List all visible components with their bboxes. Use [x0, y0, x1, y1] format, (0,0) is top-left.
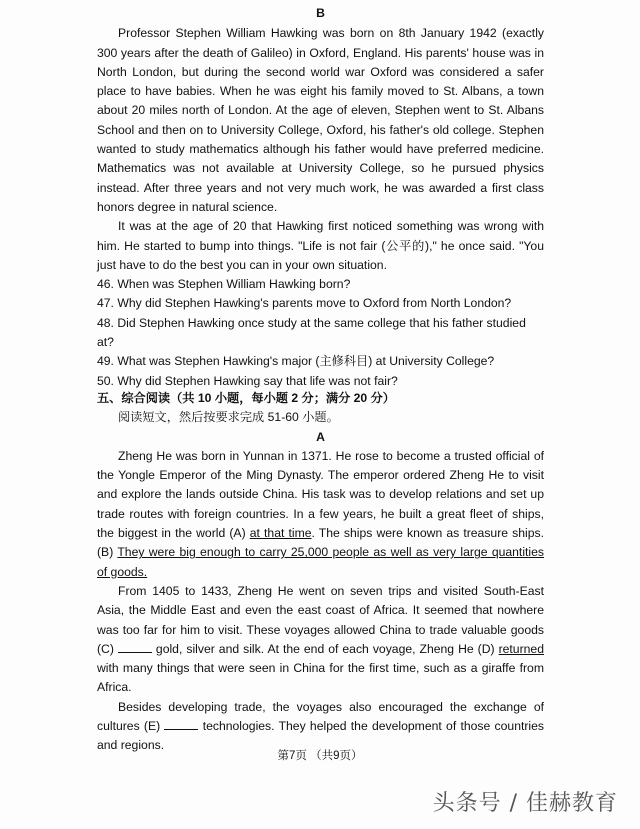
- question-list: [97, 275, 544, 391]
- passage-a-paragraph-1: Zheng He was born in Yunnan in 1371. He rose to become a trusted official of the Yongle Emperor of the Ming Dynasty. The emperor ordered Zheng He to visit and explore the lands outside China. His task was to develop relations and set up trade routes with foreign countries. In a few years, he built a great fleet of ships, the biggest in the world (A) at that time. The ships were known as treasure ships. (B) They were big enough to carry 25,000 people as well as very large quantities of goods.: [97, 448, 544, 579]
- passage-b-paragraph-1: Professor Stephen William Hawking was born on 8th January 1942 (exactly 300 years after the death of Galileo) in Oxford, England. His parents' house was in North London, but during the second world war Oxford was considered a safer place to have babies. When he was eight his family moved to St. Albans, a town about 20 miles north of London. At the age of eleven, Stephen went to St. Albans School and then on to University College, Oxford, his father's old college. Stephen wanted to study mathematics although his father would have preferred medicine. Mathematics was not available at University College, so he pursued physics instead. After three years and not very much work, he was awarded a first class honors degree in natural science.: [97, 26, 544, 214]
- passage-a-paragraph-2: From 1405 to 1433, Zheng He went on seven trips and visited South-East Asia, the Middle East and even the east coast of Africa. It seemed that nowhere was too far for him to visit. These voyages allowed China to trade valuable goods (C) gold, silver and silk. At the end of each voyage, Zheng He (D) returned with many things that were seen in China for the first time, such as a giraffe from Africa.: [97, 583, 544, 695]
- passage-a-letter: A: [316, 429, 325, 444]
- underline-d: returned: [498, 641, 544, 656]
- passage-b-paragraph-2: It was at the age of 20 that Hawking first noticed something was wrong with him. He started to bump into things. "Life is not fair (公平的)," he once said. "You just have to do the best you can in your own situation.: [97, 219, 544, 272]
- passage-b: [97, 4, 544, 391]
- underline-b: They were big enough to carry 25,000 people as well as very large quantities of goods.: [97, 545, 544, 579]
- question-50: 50. Why did Stephen Hawking say that life was not fair?: [97, 373, 398, 388]
- question-48: 48. Did Stephen Hawking once study at the same college that his father studied at?: [97, 315, 526, 350]
- question-47: 47. Why did Stephen Hawking's parents move to Oxford from North London?: [97, 296, 512, 311]
- question-46: 46. When was Stephen William Hawking born?: [97, 277, 351, 292]
- blank-c: [118, 642, 152, 653]
- underline-a: at that time: [249, 526, 312, 541]
- passage-b-letter: B: [316, 6, 325, 20]
- section-instruction: 阅读短文，然后按要求完成 51-60 小题。: [118, 410, 339, 425]
- section-heading: 五、综合阅读（共 10 小题，每小题 2 分；满分 20 分）: [97, 391, 395, 405]
- question-49: 49. What was Stephen Hawking's major (主修科目) at University College?: [97, 354, 495, 369]
- blank-e: [164, 719, 198, 730]
- passage-a-paragraph-3: Besides developing trade, the voyages also encouraged the exchange of cultures (E) technologies. They helped the development of those countries and regions.: [97, 699, 544, 753]
- section-5: [97, 389, 544, 756]
- page-footer: 第7页 （共9页）: [277, 750, 363, 762]
- watermark-logo: 头条号 / 佳赫教育: [432, 791, 618, 816]
